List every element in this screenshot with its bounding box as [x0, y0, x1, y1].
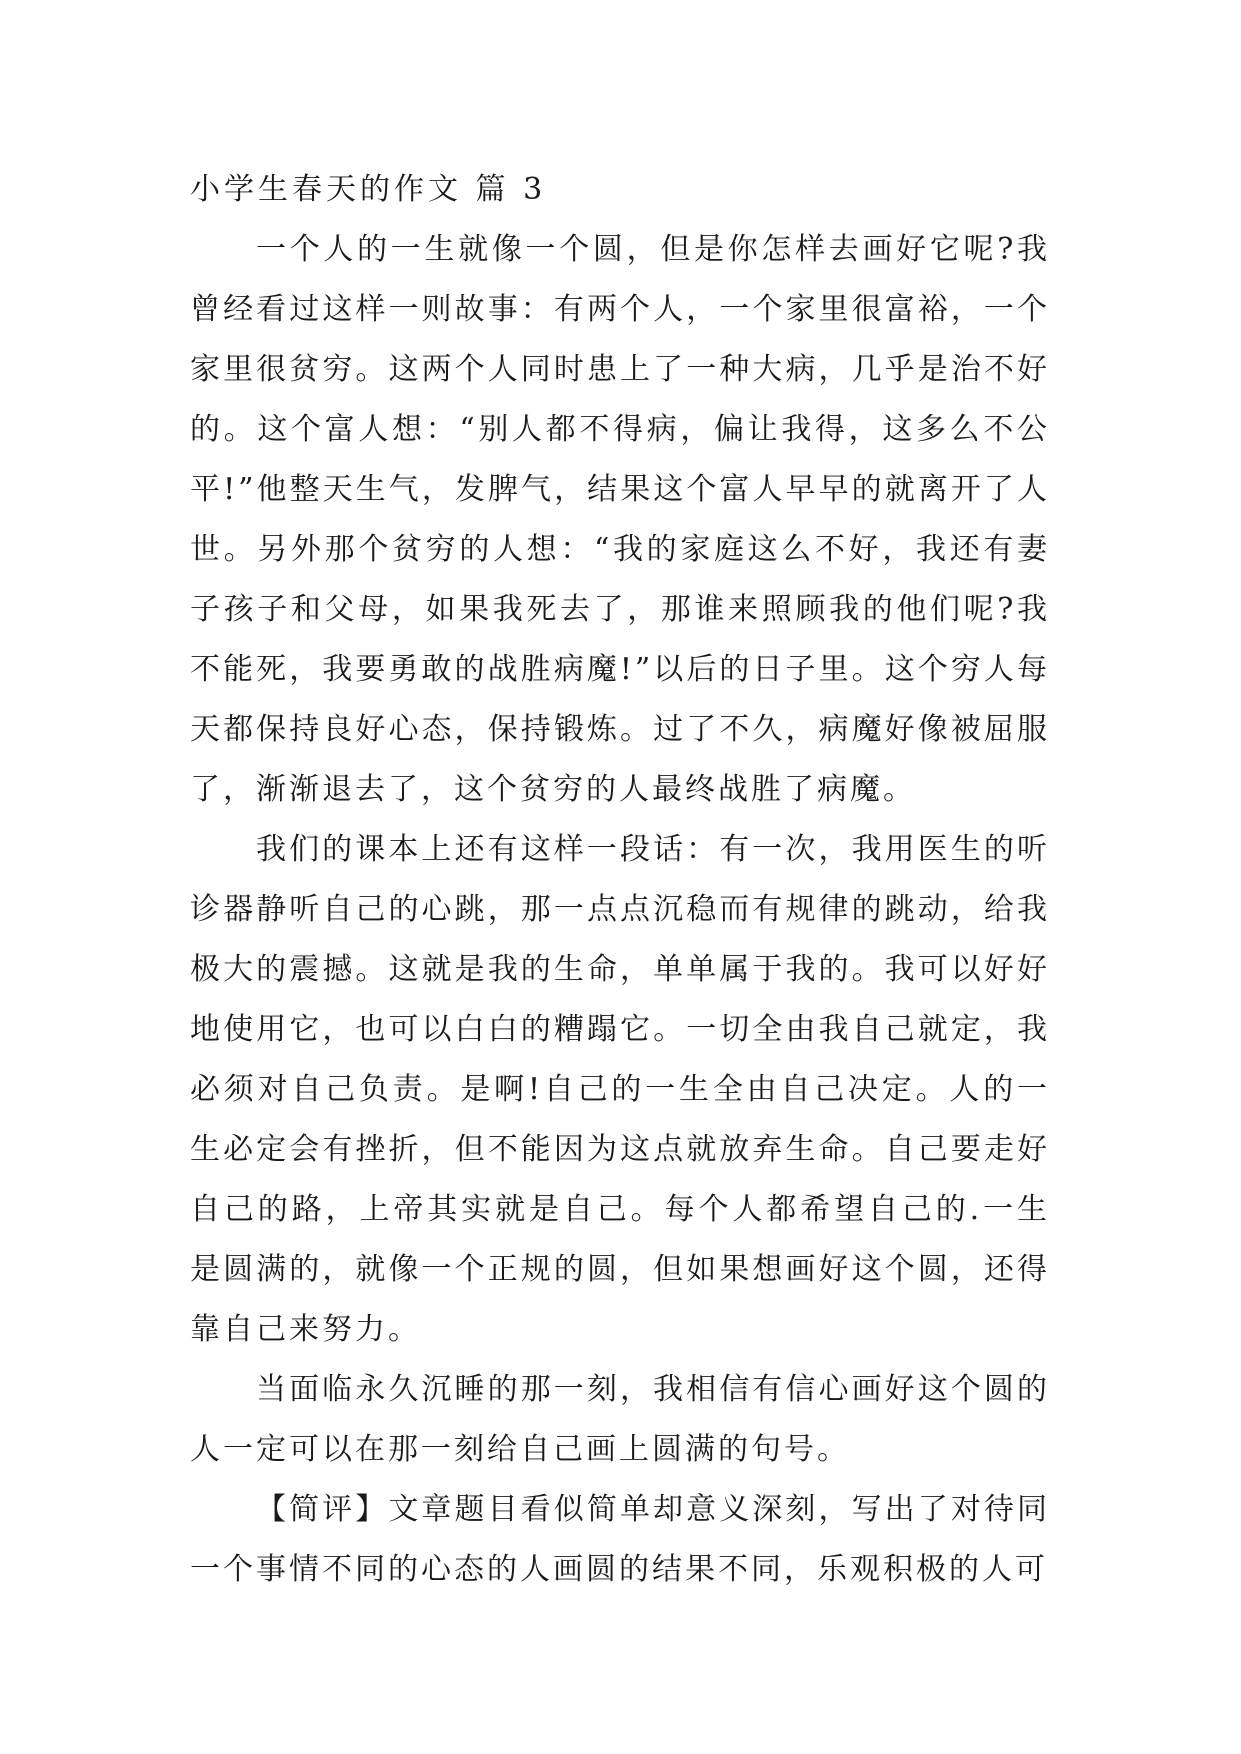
document-title: 小学生春天的作文 篇 3: [190, 172, 547, 207]
paragraph-story: 一个人的一生就像一个圆，但是你怎样去画好它呢?我曾经看过这样一则故事：有两个人，一个家里很富裕，一个家里很贫穷。这两个人同时患上了一种大病，几乎是治不好的。这个富人想：“别人都不得病，偏让我得，这多么不公平!”他整天生气，发脾气，结果这个富人早早的就离开了人世。另外那个贫穷的人想：“我的家庭这么不好，我还有妻子孩子和父母，如果我死去了，那谁来照顾我的他们呢?我不能死，我要勇敢的战胜病魔!”以后的日子里。这个穷人每天都保持良好心态，保持锻炼。过了不久，病魔好像被屈服了，渐渐退去了，这个贫穷的人最终战胜了病魔。: [190, 232, 1050, 807]
paragraph-conclusion: 当面临永久沉睡的那一刻，我相信有信心画好这个圆的人一定可以在那一刻给自己画上圆满的句号。: [190, 1372, 1050, 1467]
paragraph-textbook: 我们的课本上还有这样一段话：有一次，我用医生的听诊器静听自己的心跳，那一点点沉稳而有规律的跳动，给我极大的震撼。这就是我的生命，单单属于我的。我可以好好地使用它，也可以白白的糟蹋它。一切全由我自己就定，我必须对自己负责。是啊!自己的一生全由自己决定。人的一生必定会有挫折，但不能因为这点就放弃生命。自己要走好自己的路，上帝其实就是自己。每个人都希望自己的.一生是圆满的，就像一个正规的圆，但如果想画好这个圆，还得靠自己来努力。: [190, 832, 1050, 1347]
document-body: [190, 160, 1050, 1600]
paragraph-review: 【简评】文章题目看似简单却意义深刻，写出了对待同一个事情不同的心态的人画圆的结果不同，乐观积极的人可: [190, 1492, 1050, 1587]
